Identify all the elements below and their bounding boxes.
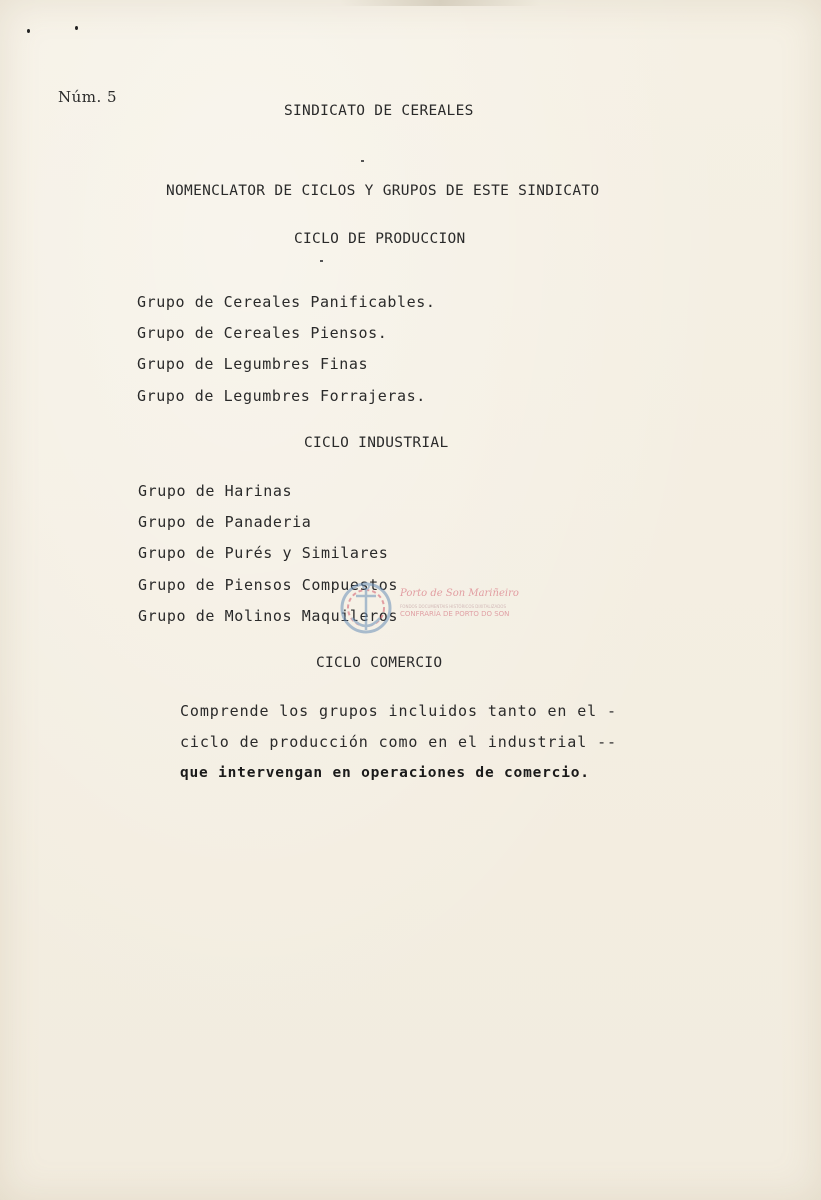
list-item: Grupo de Cereales Piensos. bbox=[137, 324, 388, 342]
document-subtitle: NOMENCLATOR DE CICLOS Y GRUPOS DE ESTE SINDICATO bbox=[166, 183, 600, 199]
list-item: Grupo de Harinas bbox=[138, 482, 293, 500]
document-title: SINDICATO DE CEREALES bbox=[284, 103, 474, 119]
paragraph-line: ciclo de producción como en el industrial -- bbox=[180, 733, 617, 751]
list-item: Grupo de Piensos Compuestos bbox=[138, 576, 399, 594]
document-number: Núm. 5 bbox=[58, 88, 118, 106]
section-heading-comercio: CICLO COMERCIO bbox=[316, 655, 443, 671]
list-item: Grupo de Legumbres Forrajeras. bbox=[137, 387, 426, 405]
section-heading-industrial: CICLO INDUSTRIAL bbox=[304, 435, 449, 451]
section-heading-produccion: CICLO DE PRODUCCION bbox=[294, 231, 466, 247]
ink-speck bbox=[27, 29, 30, 33]
archive-watermark bbox=[332, 568, 519, 648]
list-item: Grupo de Legumbres Finas bbox=[137, 355, 369, 373]
watermark-caption: FONDOS DOCUMENTAIS HISTÓRICOS DIXITALIZADOS bbox=[400, 604, 506, 609]
list-item: Grupo de Purés y Similares bbox=[138, 544, 389, 562]
ink-speck bbox=[75, 26, 78, 30]
paragraph-line: Comprende los grupos incluidos tanto en el - bbox=[180, 702, 617, 720]
list-item: Grupo de Cereales Panificables. bbox=[137, 293, 436, 311]
list-item: Grupo de Panaderia bbox=[138, 513, 312, 531]
list-item: Grupo de Molinos Maquileros bbox=[138, 607, 399, 625]
paper-edge-shadow bbox=[340, 0, 540, 6]
watermark-title: Porto de Son Mariñeiro bbox=[400, 588, 519, 599]
watermark-organization: CONFRARÍA DE PORTO DO SON bbox=[400, 610, 510, 618]
ink-dot bbox=[320, 260, 323, 262]
anchor-logo-icon bbox=[336, 574, 396, 644]
paragraph-line-emphasized: que intervengan en operaciones de comercio. bbox=[180, 765, 590, 781]
ink-dot bbox=[361, 160, 364, 162]
